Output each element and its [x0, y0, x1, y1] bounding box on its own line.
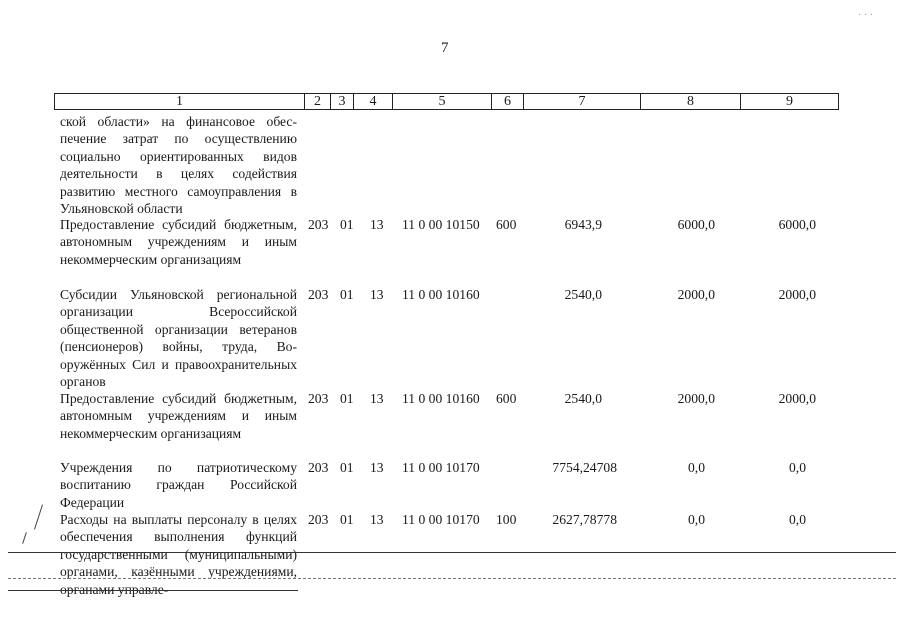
header-col-4: 4 [354, 94, 393, 109]
row-name: Предоставление субсидий бюджетным, автономным учреждениям и иным некоммерческим организациям [60, 391, 297, 441]
col-5-value: 11 0 00 10170 [402, 512, 480, 527]
col-6-value: 100 [496, 512, 517, 527]
row-name: Субсидии Ульяновской региональной организации Всероссийской общественной организации ветеранов (пенсионеров) войны, труда, Вооружённых Сил и правоохранительных органов [60, 287, 297, 390]
col-7-value: 7754,24708 [552, 460, 617, 475]
col-2-value: 203 [308, 391, 329, 406]
header-col-7: 7 [524, 94, 641, 109]
col-3-value: 01 [340, 217, 354, 232]
header-col-9: 9 [786, 94, 793, 109]
col-5-value: 11 0 00 10160 [402, 287, 480, 302]
col-8-value: 2000,0 [677, 287, 715, 302]
col-3-value: 01 [340, 512, 354, 527]
row-name: Учреждения по патриотическому воспитанию граждан Российской Федерации [60, 460, 297, 510]
scan-rule [8, 578, 896, 579]
col-9-value: 6000,0 [778, 217, 816, 232]
col-8-value: 2000,0 [677, 391, 715, 406]
col-3-value: 01 [340, 287, 354, 302]
header-col-5: 5 [393, 94, 492, 109]
col-6-value: 600 [496, 391, 517, 406]
col-4-value: 13 [370, 287, 384, 302]
row-name: Предоставление субсидий бюджетным, автономным учреждениям и иным некоммерческим организациям [60, 217, 297, 267]
col-9-value: 0,0 [789, 512, 806, 527]
col-8-value: 0,0 [688, 512, 705, 527]
scan-artifact: · · · [858, 10, 873, 21]
scan-artifact [22, 532, 27, 544]
col-3-value: 01 [340, 460, 354, 475]
col-9-value: 2000,0 [778, 287, 816, 302]
col-4-value: 13 [370, 217, 384, 232]
table-header [54, 93, 839, 110]
col-2-value: 203 [308, 512, 329, 527]
page-number: 7 [441, 40, 449, 56]
col-3-value: 01 [340, 391, 354, 406]
row-name: Расходы на выплаты персоналу в целях обеспечения выполнения функций государственными (муниципальными) органами, казёнными учреждениями, органами управле- [60, 512, 297, 597]
col-8-value: 6000,0 [677, 217, 715, 232]
col-4-value: 13 [370, 512, 384, 527]
col-2-value: 203 [308, 287, 329, 302]
row-name: ской области» на финансовое обеспечение затрат по осуществлению социально ориентированных видов деятельности в целях содействия развитию местного самоуправления в Ульяновской области [60, 114, 297, 217]
header-col-8: 8 [641, 94, 741, 109]
col-4-value: 13 [370, 460, 384, 475]
col-7-value: 2627,78778 [552, 512, 617, 527]
col-6-value: 600 [496, 217, 517, 232]
header-col-3: 3 [331, 94, 354, 109]
col-7-value: 6943,9 [564, 217, 602, 232]
scan-artifact [34, 504, 43, 529]
col-5-value: 11 0 00 10160 [402, 391, 480, 406]
col-2-value: 203 [308, 460, 329, 475]
header-col-6: 6 [492, 94, 524, 109]
scan-rule [8, 590, 298, 591]
col-7-value: 2540,0 [564, 391, 602, 406]
header-col-1: 1 [55, 94, 305, 109]
col-7-value: 2540,0 [564, 287, 602, 302]
col-9-value: 2000,0 [778, 391, 816, 406]
col-5-value: 11 0 00 10170 [402, 460, 480, 475]
header-col-2: 2 [305, 94, 331, 109]
col-2-value: 203 [308, 217, 329, 232]
scan-rule [8, 552, 896, 553]
col-4-value: 13 [370, 391, 384, 406]
col-5-value: 11 0 00 10150 [402, 217, 480, 232]
col-9-value: 0,0 [789, 460, 806, 475]
col-8-value: 0,0 [688, 460, 705, 475]
